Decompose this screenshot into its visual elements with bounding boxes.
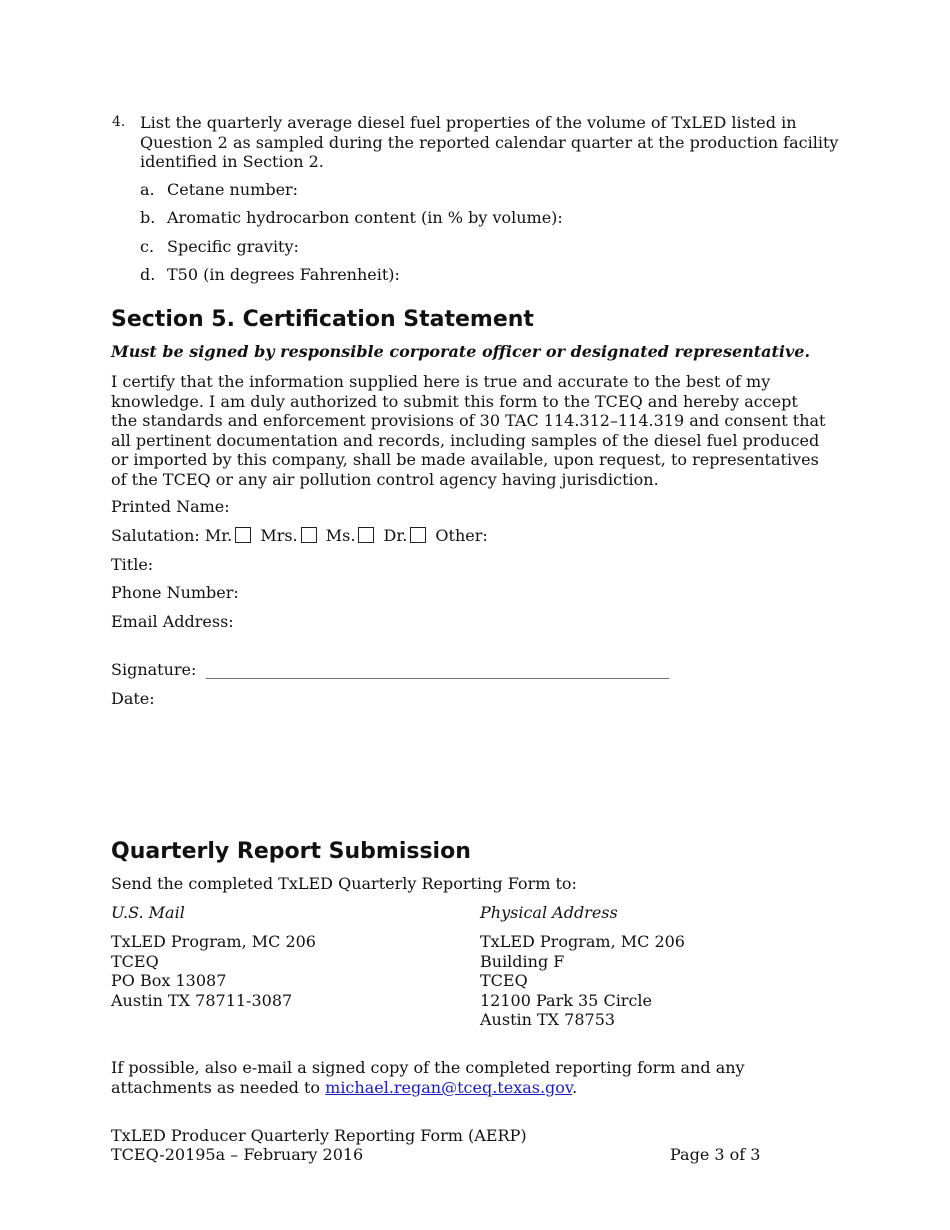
salutation-other-label: Other:: [435, 526, 488, 545]
item-letter: d.: [140, 265, 156, 284]
salutation-row: [111, 526, 488, 546]
footer-page-number: Page 3 of 3: [670, 1145, 761, 1164]
item-label: T50 (in degrees Fahrenheit):: [167, 265, 400, 284]
list-item: [140, 237, 299, 257]
item-label: Cetane number:: [167, 180, 299, 199]
email-link[interactable]: michael.regan@tceq.texas.gov: [325, 1077, 573, 1097]
address-line: TxLED Program, MC 206: [111, 932, 316, 951]
email-note-text: If possible, also e-mail a signed copy of the completed reporting form and any attachments as needed to: [111, 1058, 745, 1097]
certification-statement: I certify that the information supplied here is true and accurate to the best of my knowledge. I am duly authorized to submit this form to the TCEQ and hereby accept the standards and enforcement provisions of 30 TAC 114.312–114.319 and consent that all pertinent documentation and records, including samples of the diesel fuel produced or imported by this company, shall be made available, upon request, to representatives of the TCEQ or any air pollution control agency having jurisdiction.: [111, 372, 826, 489]
printed-name-label: Printed Name:: [111, 497, 230, 516]
signature-row: [111, 660, 669, 681]
footer-form-id: TCEQ-20195a – February 2016: [111, 1145, 364, 1164]
item-letter: b.: [140, 208, 156, 227]
submission-heading: Quarterly Report Submission: [111, 839, 471, 864]
signature-line[interactable]: ______________________________________________________: [205, 661, 669, 679]
email-label: Email Address:: [111, 612, 234, 631]
item-letter: a.: [140, 180, 155, 199]
salutation-option-mrs: Mrs.: [260, 526, 298, 545]
question-text: List the quarterly average diesel fuel properties of the volume of TxLED listed in Question 2 as sampled during the reported calendar quarter at the production facility identified in Section 2.: [140, 113, 839, 171]
title-label: Title:: [111, 555, 154, 574]
ms-checkbox[interactable]: [358, 527, 374, 543]
mail-address: [111, 932, 441, 1010]
email-note: [111, 1058, 826, 1097]
salutation-option-dr: Dr.: [383, 526, 408, 545]
signature-label: Signature:: [111, 660, 197, 679]
address-line: 12100 Park 35 Circle: [480, 990, 652, 1010]
salutation-option-mr: Mr.: [204, 526, 233, 545]
address-line: Building F: [480, 951, 565, 971]
item-label: Aromatic hydrocarbon content (in % by volume):: [167, 208, 563, 227]
salutation-label: Salutation:: [111, 526, 200, 545]
section-5-heading: Section 5. Certification Statement: [111, 307, 534, 332]
mrs-checkbox[interactable]: [301, 527, 317, 543]
item-label: Specific gravity:: [167, 237, 299, 256]
address-line: Austin TX 78711-3087: [111, 990, 293, 1010]
email-note-end: .: [572, 1077, 578, 1097]
address-line: TCEQ: [480, 971, 528, 990]
dr-checkbox[interactable]: [410, 527, 426, 543]
item-letter: c.: [140, 237, 155, 256]
address-line: Austin TX 78753: [480, 1010, 616, 1029]
question-number: 4.: [112, 114, 126, 130]
list-item: [140, 180, 298, 200]
list-item: [140, 208, 563, 228]
submission-intro: Send the completed TxLED Quarterly Reporting Form to:: [111, 874, 577, 893]
phone-label: Phone Number:: [111, 583, 239, 602]
physical-address: [480, 932, 810, 1030]
footer-form-name: TxLED Producer Quarterly Reporting Form (AERP): [111, 1126, 527, 1145]
address-line: PO Box 13087: [111, 971, 227, 990]
physical-heading: Physical Address: [480, 903, 618, 922]
list-item: [140, 265, 400, 285]
salutation-option-ms: Ms.: [325, 526, 356, 545]
mail-heading: U.S. Mail: [111, 903, 185, 922]
date-label: Date:: [111, 689, 155, 708]
mr-checkbox[interactable]: [235, 527, 251, 543]
signing-requirement: Must be signed by responsible corporate officer or designated representative.: [111, 342, 811, 361]
address-line: TxLED Program, MC 206: [480, 932, 685, 951]
address-line: TCEQ: [111, 951, 159, 971]
